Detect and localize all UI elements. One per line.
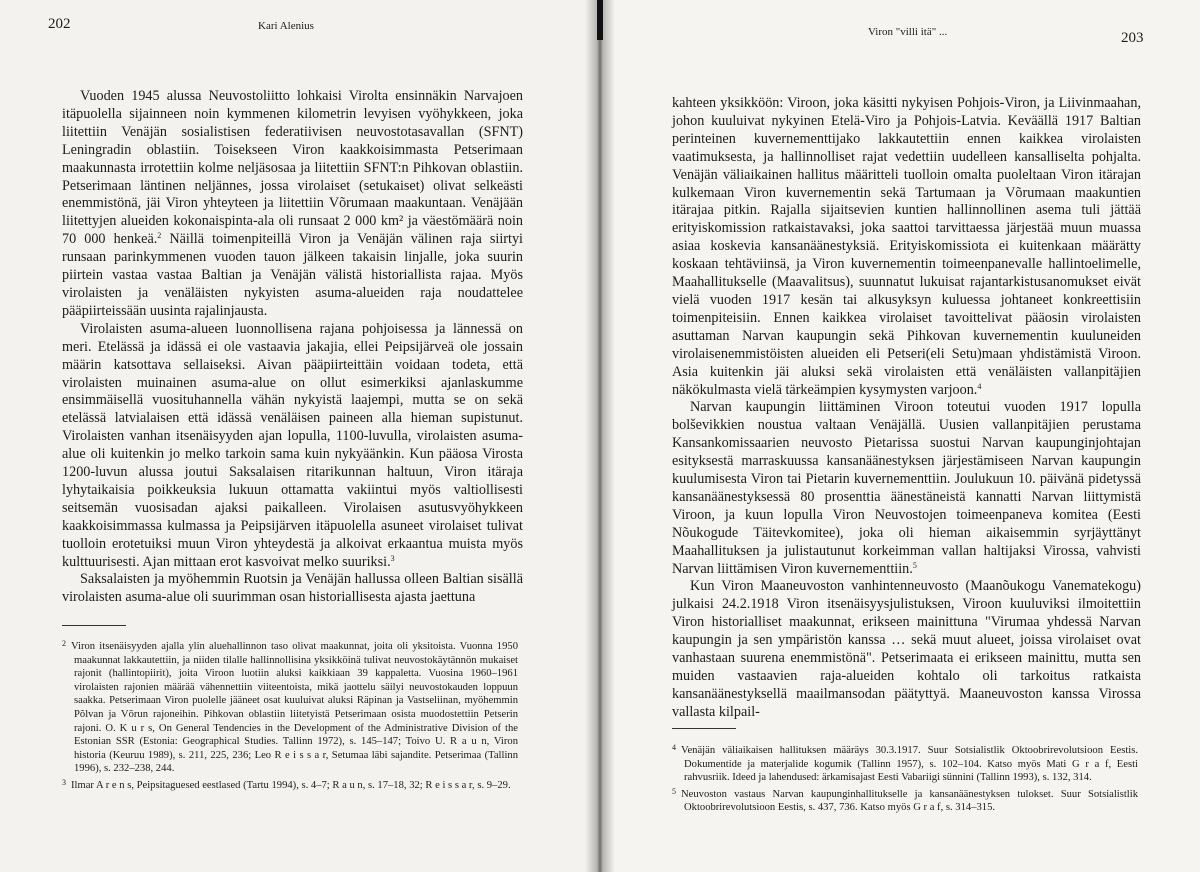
- footnotes: [62, 637, 518, 793]
- right-page: [600, 0, 1200, 872]
- paragraph: Narvan kaupungin liittäminen Viroon toteutui vuoden 1917 lopulla bolševikkien noustua valtaan Venäjällä. Uusien vallanpitäjien perustama Kansankomissaarien neuvosto Pietarissa suostui Narvan kaupunginjohtajan esityksestä marraskuussa kansanäänestyksen järjestämiseen Narvan kaupungin kuulumisesta Viron tai Pietarin kuvernementtiin. Joulukuun 10. päivänä pidetyssä kansanäänestyksessä 80 prosenttia äänestäneistä kannatti Narvan liittymistä Viroon, ja kuun lopulla Viron Neuvostojen toimeenpaneva komitea (Eesti Nõukogude Täitevkomitee), joka oli hieman aikaisemmin syrjäyttänyt Maahallituksen ja julistautunut korkeimman vallan haltijaksi Virossa, vahvisti Narvan liittämisen Viron kuvernementtiin.$^5$: [672, 399, 1141, 577]
- footnotes: [672, 741, 1138, 815]
- gutter-shadow: [597, 0, 603, 40]
- page-number: 202: [48, 16, 71, 32]
- paragraph: Vuoden 1945 alussa Neuvostoliitto lohkaisi Virolta ensinnäkin Narvajoen itäpuolella sijainneen noin kymmenen kilometrin levyisen vyöhykkeen, joka liitettiin Venäjän sosialistisen federatiivisen neuvostotasavallan (SFNT) Leningradin oblastiin. Toisekseen Viron kaakkoisimmasta Petserimaan maakunnasta irrotettiin kolme neljäsosaa ja liitettiin SFNT:n Pihkovan oblastiin. Petserimaan läntinen neljännes, jossa virolaiset (setukaiset) olivat selkeästi enemmistönä, jäi Viron yhteyteen ja liitettiin Võrumaan maakuntaan. Venäjään liitettyjen alueiden kokonaispinta-ala oli runsaat 2 000 km² ja väestömäärä noin 70 000 henkeä.$^2$ Näillä toimenpiteillä Viron ja Venäjän välinen raja siirtyi runsaan parinkymmenen vuoden tauon jälkeen takaisin linjalle, joka suurin piirtein vastaa vastaa Baltian ja Venäjän välistä historiallista rajaa. Myös virolaisten ja venäläisten nykyisten asuma-alueiden raja noudattelee pääpiirteissään uusinta rajalinjausta.: [62, 88, 523, 319]
- paragraph: kahteen yksikköön: Viroon, joka käsitti nykyisen Pohjois-Viron, ja Liivinmaahan, johon kuuluivat nykyinen Etelä-Viro ja Pohjois-Latvia. Keväällä 1917 Baltian perinteinen kuvernementtijako lakkautettiin ennen kaikkea virolaisten vaatimuksesta, ja hallinnolliset rajat vedettiin uudelleen kansalliselta pohjalta. Venäjän väliaikainen hallitus määritteli tuolloin omalta puoleltaan Viron itärajan kulkemaan Viron kuvernementin sekä Tartumaan ja Võrumaan maakuntien itärajaa pitkin. Rajalla sijaitsevien kuntien hallinnollinen asema tuli jättää erityiskomission ratkaistavaksi, joka saattoi tarvittaessa järjestää muun muassa asiaa koskevia kansanäänestyksiä. Erityiskomissiota ei kuitenkaan määrätty koskaan tehtäviinsä, ja Viron kuvernementin toimeenpanevalle hallintoelimelle, Maahallitukselle (Maavalitsus), suunnatut lukuisat rajantarkistusanomukset eivät vielä vuoden 1917 kesän tai alkusyksyn kuluessa johtaneet konkreettisiin toimenpiteisiin. Ennen kaikkea virolaiset tavoittelivat pääosin virolaisten asuttaman Narvan kaupungin sekä Pihkovan kuvernementin kuuluneiden virolaisenemmistöisten alueiden eli Petseri(eli Setu)maan yhdistämistä Viroon. Asia kuitenkin jäi aluksi sekä virolaisten että venäläisten vallanpitäjien näkökulmasta vielä tärkeämpien kysymysten varjoon.$^4$: [672, 95, 1141, 398]
- footnote: $^2$ Viron itsenäisyyden ajalla ylin aluehallinnon taso olivat maakunnat, joita oli yksitoista. Vuonna 1950 maakunnat lakkautettiin, ja niiden tilalle hallinnollisina yksikköinä tulivat neuvostokäytännön mukaiset rajonit (hallintopiirit), joita Viroon luotiin aluksi kaikkiaan 39 kappaletta. Vuosina 1960–1961 virolaisten rajonien määrää vähennettiin viiteentoista, mikä jaottelu säilyi neuvostokauden loppuun saakka. Petserimaan Viron puolelle jääneet osat kuuluivat aluksi Räpinan ja Vastseliinan, myöhemmin Põlvan ja Võrun rajoneihin. Pihkovan oblastiin liitetyistä Petserimaan osista muodostettiin Petserin rajoni. O. K u r s, On General Tendencies in the Development of the Administrative Division of the Estonian SSR (Estonia: Geographical Studies. Tallinn 1972), s. 145–147; Toivo U. R a u n, Viron historia (Keuruu 1989), s. 211, 225, 236; Leo R e i s s a r, Setumaa läbi sajandite. Petserimaa (Tallinn 1996), s. 232–238, 244.: [62, 639, 518, 775]
- footnote-ref: 2: [157, 231, 162, 241]
- running-head: Viron "villi itä" ...: [868, 26, 948, 38]
- footnote-rule: [672, 728, 736, 729]
- footnote-rule: [62, 625, 126, 626]
- footnote: $^5$ Neuvoston vastaus Narvan kaupunginhallitukselle ja kansanäänestyksen tulokset. Suur Sotsialistlik Oktoobrirevolutsioon Eestis, s. 437, 736. Katso myös G r a f, s. 314–315.: [672, 786, 1138, 814]
- footnote-ref: 5: [912, 560, 917, 570]
- body-text: [672, 95, 1141, 722]
- footnote-ref: 3: [390, 553, 395, 563]
- paragraph: Saksalaisten ja myöhemmin Ruotsin ja Venäjän hallussa olleen Baltian sisällä virolaisten asuma-alue oli suurimman osan historiallisesta ajasta jaettuna: [62, 571, 523, 606]
- footnote: $^3$ Ilmar A r e n s, Peipsitaguesed eestlased (Tartu 1994), s. 4–7; R a u n, s. 17–18, 32; R e i s s a r, s. 9–29.: [62, 777, 511, 791]
- page-number: 203: [1121, 30, 1144, 46]
- footnote: $^4$ Venäjän väliaikaisen hallituksen määräys 30.3.1917. Suur Sotsialistlik Oktoobrirevolutsioon Eestis. Dokumentide ja materjalide kogumik (Tallinn 1957), s. 102–104. Katso myös Mati G r a f, Eesti rahvusriik. Ideed ja lahendused: ärkamisajast Eesti Vabariigi sünnini (Tallinn 1993), s. 132, 314.: [672, 743, 1138, 784]
- running-head: Kari Alenius: [258, 20, 314, 32]
- body-text: [62, 88, 523, 607]
- paragraph: Kun Viron Maaneuvoston vanhintenneuvosto (Maanõukogu Vanematekogu) julkaisi 24.2.1918 Viron itsenäisyysjulistuksen, Viroon kuuluviksi ilmoitettiin Viron historialliset maakunnat, erikseen mainittuna "Virumaa yhdessä Narvan kaupungin ja sen ympäristön kanssa … sekä muut alueet, joissa virolaiset ovat vanhastaan suurena enemmistönä". Petserimaata ei erikseen mainittu, mutta sen muiden vastaavien raja-alueiden kohtalo oli tarkoitus ratkaista kansanäänestyksellä maailmansodan päätyttyä. Maaneuvoston kanssa Virossa vallasta kilpail-: [672, 578, 1141, 720]
- paragraph: Virolaisten asuma-alueen luonnollisena rajana pohjoisessa ja lännessä on meri. Etelässä ja idässä ei ole vastaavia jakajia, ellei Peipsijärveä ole jossain määrin katsottava sellaiseksi. Aivan pääpiirteittäin voidaan todeta, että virolaisten muinainen asuma-alue on ollut esimerkiksi ajanlaskumme ensimmäisellä vuosituhannella vähän nykyistä laajempi, mutta se on sekä etelässä latvialaisen että idässä venäläisen paineen alla hieman supistunut. Virolaisten vanhan itsenäisyyden ajan lopulla, 1100-luvulla, virolaisten asuma-alue oli kuitenkin jo melko tarkoin sama kuin nykyäänkin. Kun pääosa Virosta 1200-luvun alussa joutui Saksalaisen ritarikunnan haltuun, Viron itäraja lyhytaikaisia poikkeuksia lukuun ottamatta vakiintui myös valtiollisesti seitsemän vuosisadan ajaksi paikalleen. Virolaisen asutusvyöhykkeen kaakkoisimmassa kulmassa ja Peipsijärven itäpuolella asuneet virolaiset tulivat tuolloin erotetuiksi muun Viron yhteydestä ja alkoivat erkaantua muista myös kulttuurisesti. Ajan mittaan erot kasvoivat melko suuriksi.$^3$: [62, 320, 523, 570]
- footnote-ref: 4: [977, 381, 982, 391]
